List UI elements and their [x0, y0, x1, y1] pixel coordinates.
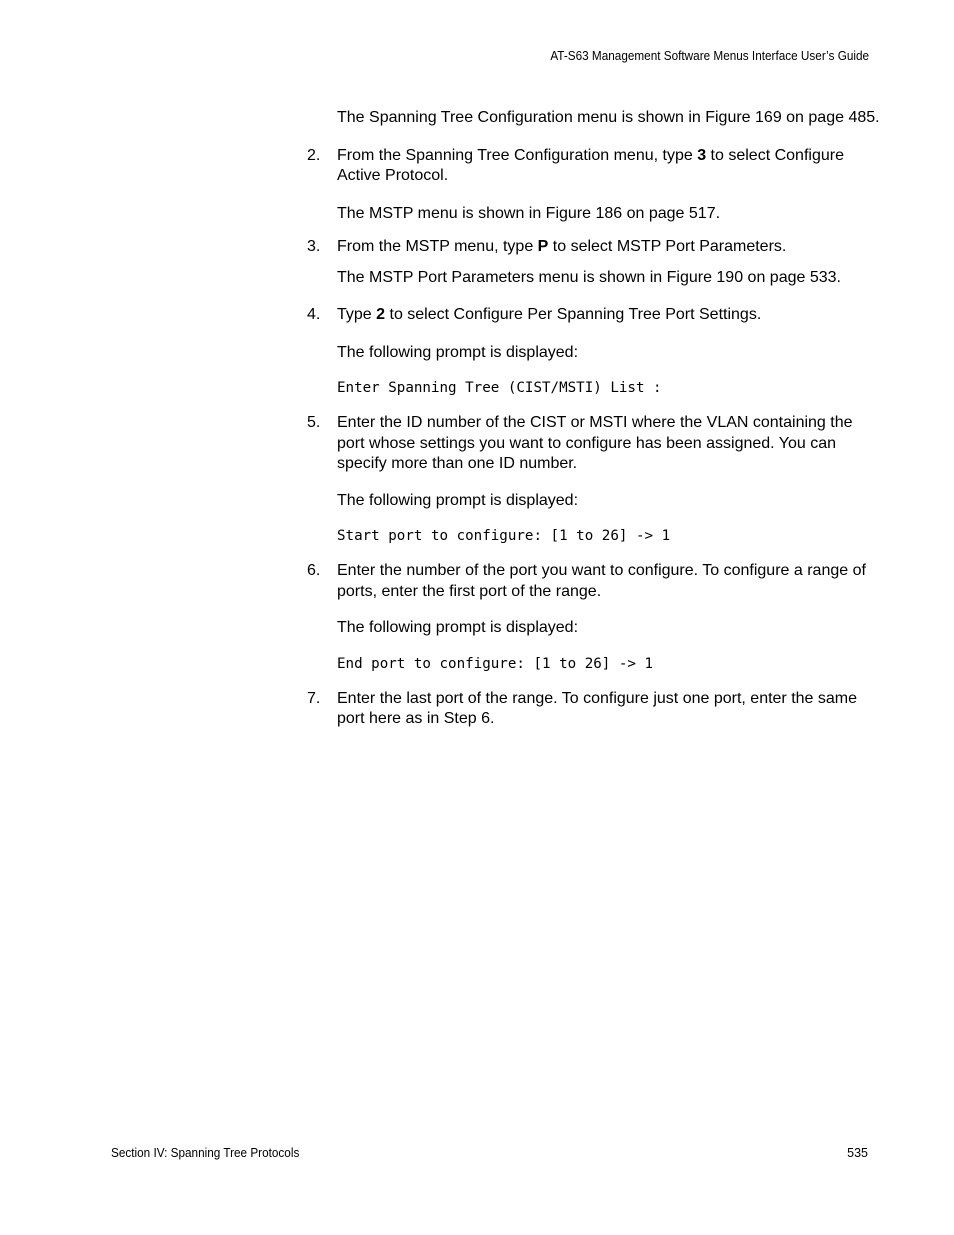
- step-text: to select Configure Per Spanning Tree Port Settings.: [385, 306, 762, 323]
- step-4-note: The following prompt is displayed:: [337, 343, 579, 361]
- step-text: Enter the last port of the range. To configure just one port, enter the same port here as in Step 6.: [337, 689, 858, 727]
- step-text: From the MSTP menu, type: [337, 238, 538, 255]
- step-text: Enter the ID number of the CIST or MSTI where the VLAN containing the port whose settings you want to configure has been assigned. You can specify more than one ID number.: [337, 414, 853, 472]
- step-key: 3: [697, 146, 707, 164]
- step-text: to select MSTP Port Parameters.: [548, 238, 787, 255]
- step-3-note: The MSTP Port Parameters menu is shown in Figure 190 on page 533.: [337, 268, 841, 286]
- step-text: Enter the number of the port you want to configure. To configure a range of ports, enter the first port of the range.: [337, 562, 866, 600]
- running-header: AT-S63 Management Software Menus Interface User’s Guide: [550, 49, 869, 63]
- step-7: [307, 689, 882, 730]
- step-number: 5.: [307, 414, 321, 431]
- step-2: [307, 146, 882, 187]
- step-text: Type: [337, 306, 377, 323]
- step-6: [307, 561, 882, 602]
- cli-prompt: End port to configure: [1 to 26] -> 1: [337, 655, 654, 672]
- step-text: to select Configure Active Protocol.: [337, 146, 844, 184]
- step-key: 2: [376, 306, 386, 323]
- step-5-note: The following prompt is displayed:: [337, 491, 579, 509]
- step-3: [307, 237, 882, 258]
- step-key: P: [537, 238, 549, 255]
- page-content: [307, 108, 882, 730]
- step-2-note: The MSTP menu is shown in Figure 186 on page 517.: [337, 204, 721, 222]
- step-text: From the Spanning Tree Configuration menu, type: [337, 146, 698, 164]
- footer-section: Section IV: Spanning Tree Protocols: [111, 1146, 300, 1160]
- page-number: 535: [847, 1146, 868, 1160]
- step-number: 2.: [307, 146, 321, 164]
- cli-prompt: Enter Spanning Tree (CIST/MSTI) List :: [337, 380, 662, 396]
- step-number: 6.: [307, 562, 321, 579]
- intro-paragraph: The Spanning Tree Configuration menu is shown in Figure 169 on page 485.: [337, 109, 880, 126]
- cli-prompt: Start port to configure: [1 to 26] -> 1: [337, 528, 671, 544]
- step-number: 4.: [307, 306, 321, 323]
- step-number: 3.: [307, 238, 321, 255]
- step-number: 7.: [307, 689, 321, 707]
- step-4: [307, 305, 882, 326]
- step-6-note: The following prompt is displayed:: [337, 619, 579, 636]
- step-5: [307, 413, 882, 475]
